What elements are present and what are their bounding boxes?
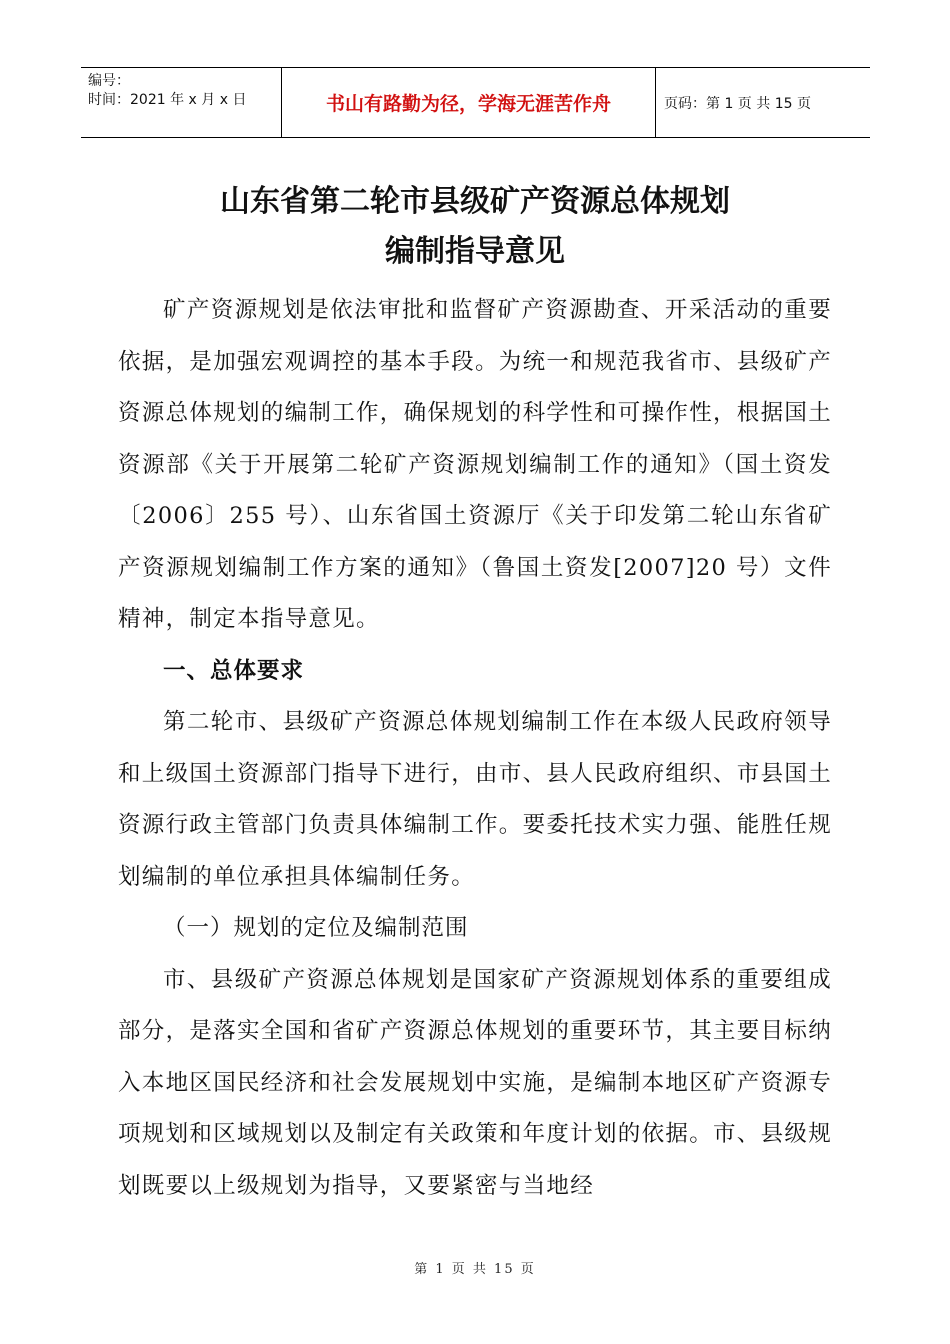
document-date: 时间：2021 年 x 月 x 日 <box>88 92 247 108</box>
paragraph-positioning: 市、县级矿产资源总体规划是国家矿产资源规划体系的重要组成部分，是落实全国和省矿产资源总体规划的重要环节，其主要目标纳入本地区国民经济和社会发展规划中实施，是编制本地区矿产资源专项规划和区域规划以及制定有关政策和年度计划的依据。市、县级规划既要以上级规划为指导，又要紧密与当地经 <box>118 966 833 1199</box>
header-page-info: 页码：第 1 页 共 15 页 <box>664 95 811 112</box>
header-meta <box>81 68 281 137</box>
document-body <box>118 285 832 1212</box>
page-footer: 第 1 页 共 15 页 <box>414 1262 536 1277</box>
paragraph-intro: 矿产资源规划是依法审批和监督矿产资源勘查、开采活动的重要依据，是加强宏观调控的基本手段。为统一和规范我省市、县级矿产资源总体规划的编制工作，确保规划的科学性和可操作性，根据国土资源部《关于开展第二轮矿产资源规划编制工作的通知》（国土资发〔2006〕255 号）、山东省国土资源厅《关于印发第二轮山东省矿产资源规划编制工作方案的通知》（鲁国土资发[2007]20 号）文件精神，制定本指导意见。 <box>118 297 833 632</box>
document-number-label: 编号： <box>88 73 130 89</box>
paragraph-general-requirements: 第二轮市、县级矿产资源总体规划编制工作在本级人民政府领导和上级国土资源部门指导下进行，由市、县人民政府组织、市县国土资源行政主管部门负责具体编制工作。要委托技术实力强、能胜任规划编制的单位承担具体编制任务。 <box>118 709 833 890</box>
header-motto: 书山有路勤为径，学海无涯苦作舟 <box>281 68 656 137</box>
document-title-line2: 编制指导意见 <box>385 234 565 269</box>
document-header <box>81 67 870 138</box>
document-title-line1: 山东省第二轮市县级矿产资源总体规划 <box>220 184 730 219</box>
subsection-heading: （一）规划的定位及编制范围 <box>163 915 469 941</box>
section-heading: 一、总体要求 <box>163 657 305 684</box>
